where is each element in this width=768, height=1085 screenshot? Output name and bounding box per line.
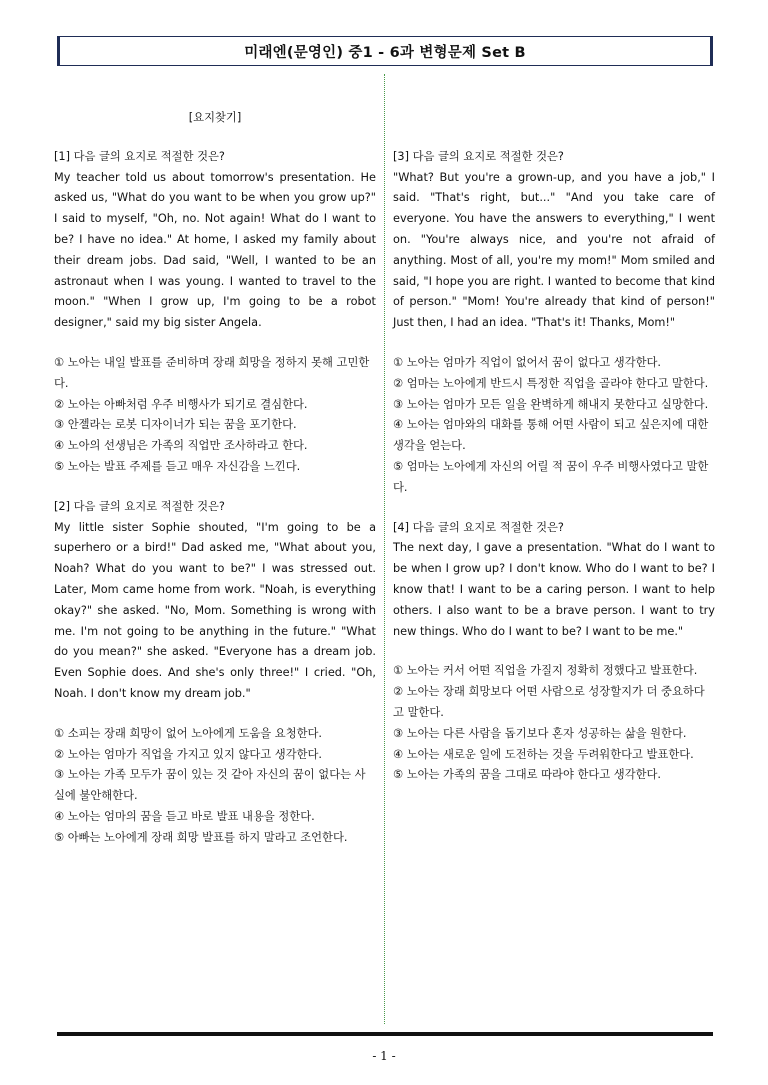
answer-option: ④ 노아는 새로운 일에 도전하는 것을 두려워한다고 발표한다. [393,747,694,761]
page-title [57,36,713,66]
answer-option: ⑤ 노아는 발표 주제를 듣고 매우 자신감을 느낀다. [54,459,301,473]
answer-option: ③ 노아는 다른 사람을 돕기보다 혼자 성공하는 삶을 원한다. [393,726,687,740]
answer-option: ② 엄마는 노아에게 반드시 특정한 직업을 골라야 한다고 말한다. [393,376,709,390]
right-column-spacer [393,108,715,147]
answer-option: ⑤ 엄마는 노아에게 자신의 어릴 적 꿈이 우주 비행사였다고 말한다. [393,459,709,494]
question-passage: The next day, I gave a presentation. "What do I want to be when I grow up? I don't know. Who do I want to be? I know that! I want to be a caring person. I want to help others. I also want to be a brave person. I want to try new things. Who do I want to be? I want to be me." [393,541,715,638]
answer-option: ① 노아는 엄마가 직업이 없어서 꿈이 없다고 생각한다. [393,355,662,369]
answer-options [54,724,376,849]
section-label: [요지찾기] [188,111,242,124]
question-title: [4] 다음 글의 요지로 적절한 것은? [393,520,564,534]
left-column [54,108,376,868]
footer-rule [57,1032,713,1036]
page-number: - 1 - [372,1049,396,1063]
answer-option: ④ 노아는 엄마와의 대화를 통해 어떤 사람이 되고 싶은지에 대한 생각을 얻는다. [393,418,709,453]
page-title-text: 미래엔(문영인) 중1 - 6과 변형문제 Set B [244,44,526,61]
column-divider [384,74,385,1024]
answer-options [54,353,376,478]
answer-option: ④ 노아는 엄마의 꿈을 듣고 바로 발표 내용을 정한다. [54,809,315,823]
question-passage: "What? But you're a grown-up, and you have a job," I said. "That's right, but..." "And you take care of everyone. You have the answers to everything," I went on. "You're always nice, and you're not afraid of anything. Most of all, you're my mom!" Mom smiled and said, "I hope you are right. I wanted to become that kind of person." "Mom! You're already that kind of person!" Just then, I had an idea. "That's it! Thanks, Mom!" [393,170,715,330]
answer-option: ④ 노아의 선생님은 가족의 직업만 조사하라고 한다. [54,439,308,453]
answer-options [393,353,715,499]
question-title: [1] 다음 글의 요지로 적절한 것은? [54,149,225,163]
answer-options [393,661,715,786]
question-title: [3] 다음 글의 요지로 적절한 것은? [393,149,564,163]
question-1 [54,147,376,478]
question-3 [393,147,715,499]
answer-option: ③ 노아는 엄마가 모든 일을 완벽하게 해내지 못한다고 실망한다. [393,397,709,411]
answer-option: ① 소피는 장래 희망이 없어 노아에게 도움을 요청한다. [54,726,323,740]
answer-option: ③ 안젤라는 로봇 디자이너가 되는 꿈을 포기한다. [54,418,297,432]
answer-option: ② 노아는 아빠처럼 우주 비행사가 되기로 결심한다. [54,397,308,411]
right-column [393,108,715,805]
question-4 [393,518,715,787]
question-passage: My teacher told us about tomorrow's presentation. He asked us, "What do you want to be when you grow up?" I said to myself, "Oh, no. Not again! What do I want to be? I have no idea." At home, I asked my family about their dream jobs. Dad said, "Well, I wanted to be an astronaut when I was young. I wanted to travel to the moon." "When I grow up, I'm going to be a robot designer," said my big sister Angela. [54,170,376,330]
answer-option: ① 노아는 커서 어떤 직업을 가질지 정확히 정했다고 발표한다. [393,664,698,678]
question-2 [54,497,376,849]
question-title: [2] 다음 글의 요지로 적절한 것은? [54,499,225,513]
answer-option: ③ 노아는 가족 모두가 꿈이 있는 것 같아 자신의 꿈이 없다는 사실에 불안해한다. [54,768,366,803]
answer-option: ② 노아는 장래 희망보다 어떤 사람으로 성장할지가 더 중요하다고 말한다. [393,685,705,719]
question-passage: My little sister Sophie shouted, "I'm going to be a superhero or a bird!" Dad asked me, "What about you, Noah? What do you want to be?" I was stressed out. Later, Mom came home from work. "Noah, is everything okay?" she asked. "No, Mom. Something is wrong with me. I'm not going to be anything in the future." "What do you mean?" she asked. "Everyone has a dream job. Even Sophie does. And she's only three!" I cried. "Oh, Noah. I don't know my dream job." [54,520,376,700]
answer-option: ⑤ 아빠는 노아에게 장래 희망 발표를 하지 말라고 조언한다. [54,830,348,844]
answer-option: ⑤ 노아는 가족의 꿈을 그대로 따라야 한다고 생각한다. [393,768,662,782]
answer-option: ① 노아는 내일 발표를 준비하며 장래 희망을 정하지 못해 고민한다. [54,355,370,390]
answer-option: ② 노아는 엄마가 직업을 가지고 있지 않다고 생각한다. [54,747,323,761]
